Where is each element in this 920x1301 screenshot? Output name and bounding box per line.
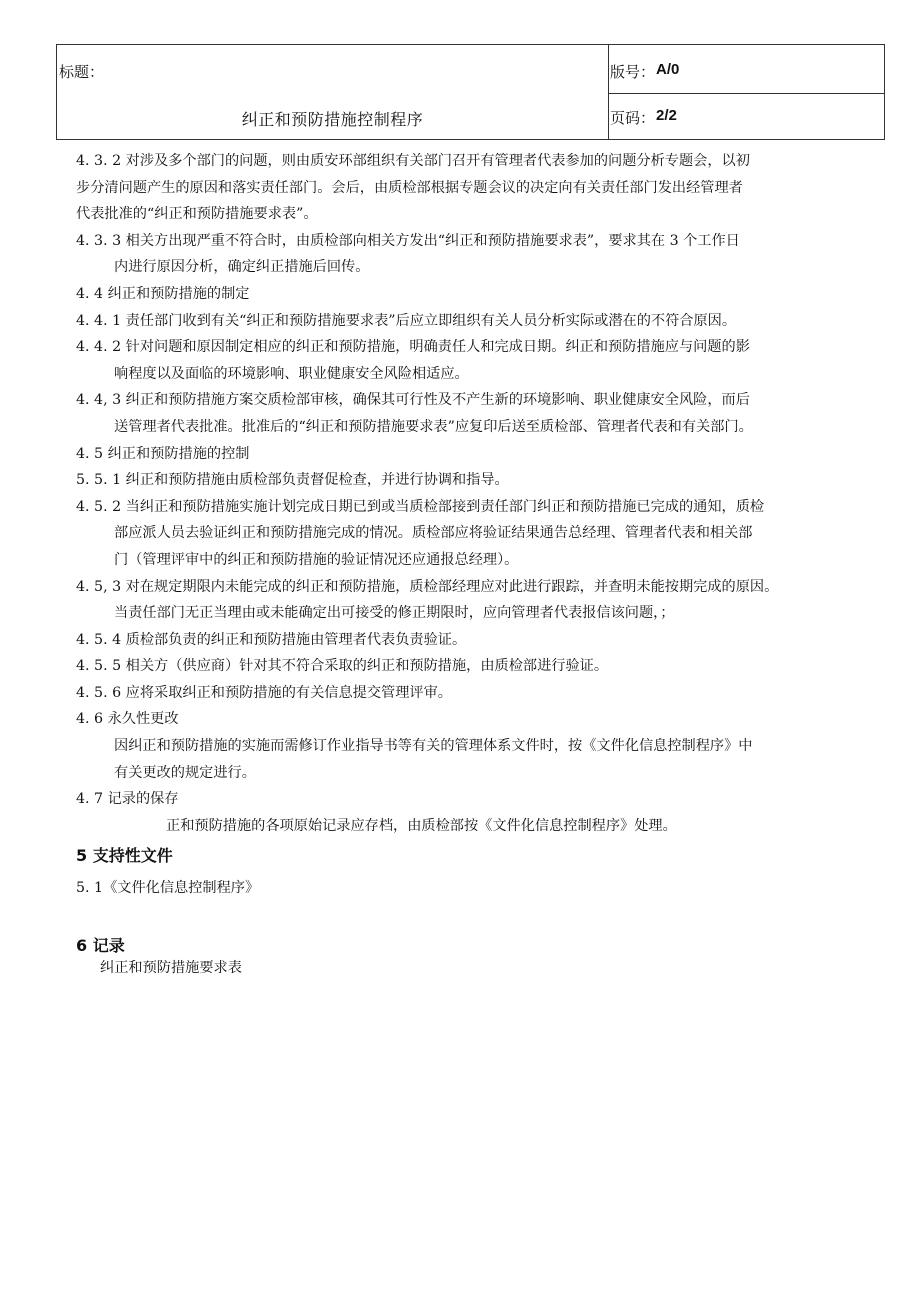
body-line: 4. 5. 6 应将采取纠正和预防措施的有关信息提交管理评审。 bbox=[76, 684, 452, 701]
body-line: 4. 3. 3 相关方出现严重不符合时，由质检部向相关方发出“纠正和预防措施要求表”，要求其在 3 个工作日 bbox=[76, 232, 740, 249]
body-line: 4. 4, 3 纠正和预防措施方案交质检部审核，确保其可行性及不产生新的环境影响、职业健康安全风险，而后 bbox=[76, 392, 750, 409]
body-line: 4. 3. 2 对涉及多个部门的问题，则由质安环部组织有关部门召开有管理者代表参加的问题分析专题会，以初 bbox=[76, 153, 750, 169]
body-line: 4. 6 永久性更改 bbox=[76, 711, 179, 728]
body-line: 响程度以及面临的环境影响、职业健康安全风险相适应。 bbox=[114, 365, 469, 382]
document-body bbox=[56, 148, 896, 839]
body-line: 4. 5. 4 质检部负责的纠正和预防措施由管理者代表负责验证。 bbox=[76, 631, 467, 648]
section-6-item: 纠正和预防措施要求表 bbox=[100, 960, 242, 976]
body-line: 因纠正和预防措施的实施而需修订作业指导书等有关的管理体系文件时，按《文件化信息控制程序》中 bbox=[114, 738, 753, 755]
body-line: 4. 4. 1 责任部门收到有关“纠正和预防措施要求表”后应立即组织有关人员分析实际或潜在的不符合原因。 bbox=[76, 312, 737, 329]
page-label: 页码： bbox=[610, 110, 656, 127]
title-label: 标题： bbox=[59, 64, 105, 81]
document-header bbox=[56, 44, 885, 140]
body-line: 4. 5, 3 对在规定期限内未能完成的纠正和预防措施，质检部经理应对此进行跟踪，并查明未能按期完成的原因。 bbox=[76, 578, 779, 595]
body-line: 4. 4. 2 针对问题和原因制定相应的纠正和预防措施，明确责任人和完成日期。纠正和预防措施应与问题的影 bbox=[76, 339, 750, 356]
body-line: 正和预防措施的各项原始记录应存档，由质检部按《文件化信息控制程序》处理。 bbox=[166, 817, 677, 834]
section-5-heading: 5 支持性文件 bbox=[76, 846, 173, 865]
body-line: 4. 5 纠正和预防措施的控制 bbox=[76, 445, 250, 462]
body-line: 代表批准的“纠正和预防措施要求表”。 bbox=[76, 206, 318, 223]
body-line: 送管理者代表批准。批准后的“纠正和预防措施要求表”应复印后送至质检部、管理者代表和有关部门。 bbox=[114, 418, 753, 435]
body-line: 4. 7 记录的保存 bbox=[76, 791, 179, 808]
section-5-item: 5. 1《文件化信息控制程序》 bbox=[76, 880, 260, 896]
version-value: A/0 bbox=[656, 61, 680, 78]
body-line: 门（管理评审中的纠正和预防措施的验证情况还应通报总经理）。 bbox=[114, 551, 519, 568]
body-line: 内进行原因分析，确定纠正措施后回传。 bbox=[114, 259, 370, 276]
version-cell bbox=[608, 45, 884, 94]
body-line: 4. 5. 2 当纠正和预防措施实施计划完成日期已到或当质检部接到责任部门纠正和预防措施已完成的通知，质检 bbox=[76, 498, 765, 515]
body-line: 部应派人员去验证纠正和预防措施完成的情况。质检部应将验证结果通告总经理、管理者代表和相关部 bbox=[114, 525, 753, 542]
body-line: 4. 5. 5 相关方（供应商）针对其不符合采取的纠正和预防措施，由质检部进行验证。 bbox=[76, 658, 609, 675]
body-line: 有关更改的规定进行。 bbox=[114, 764, 256, 781]
page-value: 2/2 bbox=[656, 107, 677, 124]
document-title: 纠正和预防措施控制程序 bbox=[241, 110, 424, 129]
section-6-heading: 6 记录 bbox=[76, 936, 125, 955]
page-cell bbox=[608, 93, 884, 139]
body-line: 5. 5. 1 纠正和预防措施由质检部负责督促检查，并进行协调和指导。 bbox=[76, 472, 509, 489]
header-title-cell bbox=[57, 45, 609, 139]
version-label: 版号： bbox=[610, 64, 656, 81]
body-line: 4. 4 纠正和预防措施的制定 bbox=[76, 285, 250, 302]
body-line: 当责任部门无正当理由或未能确定出可接受的修正期限时，应向管理者代表报信该问题，； bbox=[114, 605, 675, 622]
body-line: 步分清问题产生的原因和落实责任部门。会后，由质检部根据专题会议的决定向有关责任部门发出经管理者 bbox=[76, 179, 743, 196]
